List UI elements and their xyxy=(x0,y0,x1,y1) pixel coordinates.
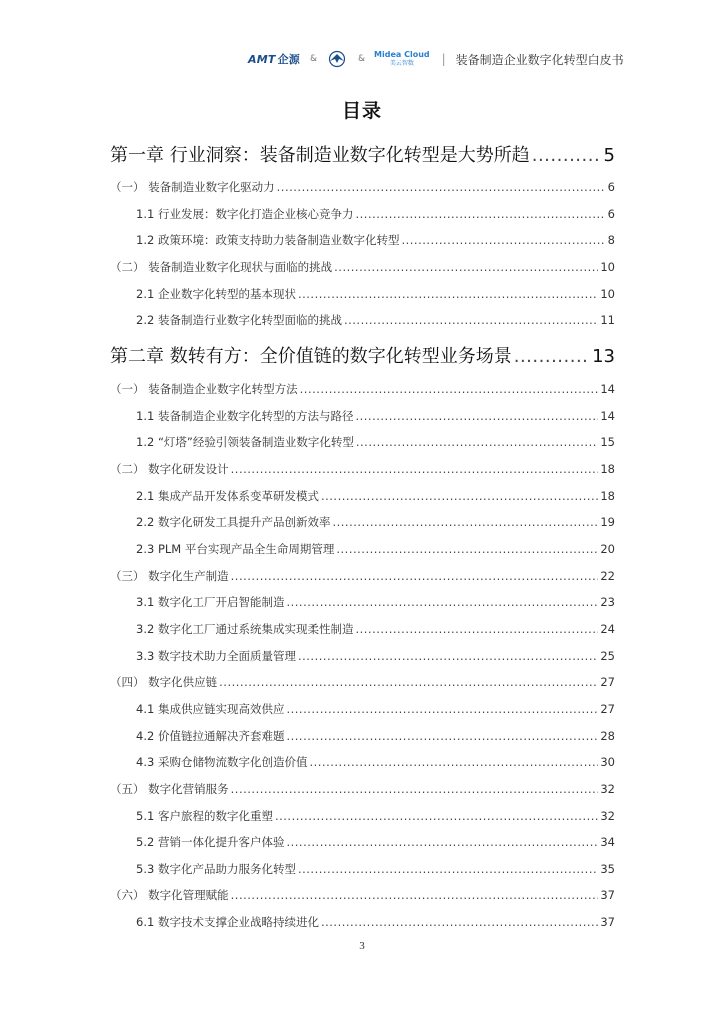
toc-entry-page: 20 xyxy=(600,542,615,556)
toc-entry-sub[interactable] xyxy=(110,434,615,450)
toc-entry-label: 第二章 数转有方：全价值链的数字化转型业务场景 xyxy=(110,346,512,367)
toc-leader-dots xyxy=(344,313,598,327)
toc-entry-sub[interactable] xyxy=(110,232,615,248)
toc-leader-dots xyxy=(355,409,598,423)
toc-entry-sect[interactable] xyxy=(110,461,615,477)
toc-leader-dots xyxy=(300,382,599,396)
toc-entry-label: （二） 装备制造业数字化现状与面临的挑战 xyxy=(110,260,333,274)
toc-entry-label: 2.2 装备制造行业数字化转型面临的挑战 xyxy=(136,313,342,327)
toc-entry-page: 27 xyxy=(600,702,615,716)
toc-leader-dots xyxy=(231,569,599,583)
toc-entry-sub[interactable] xyxy=(110,648,615,664)
toc-entry-sub[interactable] xyxy=(110,861,615,877)
toc-entry-label: （六） 数字化管理赋能 xyxy=(110,888,229,902)
toc-leader-dots xyxy=(286,729,598,743)
toc-entry-label: （一） 装备制造业数字化驱动力 xyxy=(110,180,275,194)
document-title: 装备制造企业数字化转型白皮书 xyxy=(455,52,624,67)
toc-entry-page: 8 xyxy=(607,233,615,247)
toc-leader-dots xyxy=(321,489,598,503)
toc-entry-sect[interactable] xyxy=(110,568,615,584)
toc-entry-sub[interactable] xyxy=(110,621,615,637)
toc-leader-dots xyxy=(309,755,598,769)
amt-logo xyxy=(248,51,300,67)
toc-entry-page: 23 xyxy=(600,595,615,609)
toc-entry-label: 4.1 集成供应链实现高效供应 xyxy=(136,702,285,716)
toc-entry-page: 25 xyxy=(600,649,615,663)
toc-entry-sect[interactable] xyxy=(110,179,615,195)
ampersand-1: & xyxy=(309,54,318,64)
toc-entry-label: 3.2 数字化工厂通过系统集成实现柔性制造 xyxy=(136,622,354,636)
toc-entry-chapter[interactable] xyxy=(110,141,615,167)
toc-leader-dots xyxy=(286,595,598,609)
toc-entry-page: 6 xyxy=(607,207,615,221)
toc-entry-page: 11 xyxy=(600,313,615,327)
toc-leader-dots xyxy=(355,622,598,636)
toc-entry-label: 1.1 装备制造企业数字化转型的方法与路径 xyxy=(136,409,354,423)
toc-leader-dots xyxy=(219,675,598,689)
toc-entry-sub[interactable] xyxy=(110,594,615,610)
toc-entry-page: 34 xyxy=(600,835,615,849)
toc-entry-label: 4.3 采购仓储物流数字化创造价值 xyxy=(136,755,308,769)
toc-leader-dots xyxy=(275,809,598,823)
toc-entry-label: 5.2 营销一体化提升客户体验 xyxy=(136,835,285,849)
toc-entry-label: 4.2 价值链拉通解决齐套难题 xyxy=(136,729,285,743)
toc-leader-dots xyxy=(298,862,598,876)
amt-logo-cn: 企源 xyxy=(277,53,300,66)
toc-entry-page: 22 xyxy=(600,569,615,583)
toc-leader-dots xyxy=(231,888,599,902)
toc-entry-label: 2.1 集成产品开发体系变革研发模式 xyxy=(136,489,319,503)
toc-entry-sub[interactable] xyxy=(110,914,615,930)
toc-entry-sect[interactable] xyxy=(110,674,615,690)
toc-entry-page: 37 xyxy=(600,888,615,902)
toc-entry-page: 19 xyxy=(600,515,615,529)
toc-entry-label: （四） 数字化供应链 xyxy=(110,675,218,689)
amt-logo-text: AMT xyxy=(248,52,276,66)
toc-entry-label: 1.1 行业发展：数字化打造企业核心竞争力 xyxy=(136,207,354,221)
toc-entry-sub[interactable] xyxy=(110,834,615,850)
toc-leader-dots xyxy=(336,542,598,556)
toc-entry-sub[interactable] xyxy=(110,514,615,530)
partner-emblem-icon xyxy=(326,50,348,68)
toc-entry-page: 30 xyxy=(600,755,615,769)
toc-leader-dots xyxy=(286,835,598,849)
midea-cloud-logo-cn: 美云智数 xyxy=(389,60,414,67)
toc-entry-label: 3.1 数字化工厂开启智能制造 xyxy=(136,595,285,609)
toc-entry-label: （二） 数字化研发设计 xyxy=(110,462,229,476)
ampersand-2: & xyxy=(358,54,366,64)
toc-entry-sub[interactable] xyxy=(110,488,615,504)
toc-entry-page: 15 xyxy=(600,435,615,449)
toc-entry-page: 32 xyxy=(600,809,615,823)
page-number: 3 xyxy=(359,940,365,952)
toc-entry-page: 10 xyxy=(600,260,615,274)
toc-leader-dots xyxy=(334,260,598,274)
toc-entry-page: 6 xyxy=(607,180,615,194)
toc-leader-dots xyxy=(355,207,605,221)
toc-entry-label: 1.2 “灯塔”经验引领装备制造业数字化转型 xyxy=(136,435,354,449)
toc-entry-label: 2.1 企业数字化转型的基本现状 xyxy=(136,287,296,301)
toc-entry-page: 27 xyxy=(600,675,615,689)
toc-leader-dots xyxy=(356,435,599,449)
toc-leader-dots xyxy=(401,233,605,247)
toc-leader-dots xyxy=(277,180,606,194)
toc-entry-page: 13 xyxy=(592,346,615,367)
toc-entry-sect[interactable] xyxy=(110,887,615,903)
toc-entry-sub[interactable] xyxy=(110,701,615,717)
toc-entry-page: 14 xyxy=(600,409,615,423)
toc-entry-page: 28 xyxy=(600,729,615,743)
toc-entry-page: 32 xyxy=(600,782,615,796)
toc-entry-page: 14 xyxy=(600,382,615,396)
toc-entry-sub[interactable] xyxy=(110,808,615,824)
toc-entry-sect[interactable] xyxy=(110,259,615,275)
toc-entry-sub[interactable] xyxy=(110,408,615,424)
page-header xyxy=(248,48,624,70)
toc-entry-sect[interactable] xyxy=(110,781,615,797)
toc-entry-label: 5.3 数字化产品助力服务化转型 xyxy=(136,862,296,876)
toc-entry-page: 18 xyxy=(600,489,615,503)
toc-entry-sect[interactable] xyxy=(110,381,615,397)
toc-entry-page: 5 xyxy=(603,145,615,166)
toc-leader-dots xyxy=(286,702,598,716)
toc-entry-sub[interactable] xyxy=(110,754,615,770)
toc-entry-label: 5.1 客户旅程的数字化重塑 xyxy=(136,809,273,823)
toc-entry-page: 24 xyxy=(600,622,615,636)
toc-entry-label: 3.3 数字技术助力全面质量管理 xyxy=(136,649,296,663)
toc-entry-sub[interactable] xyxy=(110,541,615,557)
toc-entry-label: 2.3 PLM 平台实现产品全生命周期管理 xyxy=(136,542,335,556)
toc-leader-dots xyxy=(298,649,598,663)
toc-leader-dots xyxy=(332,515,598,529)
toc-entry-sub[interactable] xyxy=(110,286,615,302)
toc-leader-dots xyxy=(231,462,599,476)
toc-heading: 目录 xyxy=(341,100,382,122)
toc-entry-label: （一） 装备制造企业数字化转型方法 xyxy=(110,382,298,396)
toc-entry-label: （五） 数字化营销服务 xyxy=(110,782,229,796)
toc-entry-sub[interactable] xyxy=(110,206,615,222)
midea-cloud-logo xyxy=(374,51,430,67)
toc-leader-dots xyxy=(321,915,598,929)
toc-leader-dots xyxy=(298,287,598,301)
toc-entry-label: 2.2 数字化研发工具提升产品创新效率 xyxy=(136,515,331,529)
toc-leader-dots xyxy=(514,346,590,367)
toc-entry-page: 35 xyxy=(600,862,615,876)
toc-entry-label: 6.1 数字技术支撑企业战略持续进化 xyxy=(136,915,319,929)
toc-entry-label: 第一章 行业洞察：装备制造业数字化转型是大势所趋 xyxy=(110,145,530,166)
toc-entry-sub[interactable] xyxy=(110,728,615,744)
toc-entry-page: 37 xyxy=(600,915,615,929)
toc-entry-sub[interactable] xyxy=(110,312,615,328)
midea-cloud-logo-en: Midea Cloud xyxy=(374,50,430,59)
toc-entry-page: 18 xyxy=(600,462,615,476)
toc-leader-dots xyxy=(532,145,602,166)
toc-entry-chapter[interactable] xyxy=(110,342,615,368)
header-divider: | xyxy=(441,52,446,66)
toc-entry-label: （三） 数字化生产制造 xyxy=(110,569,229,583)
toc-entry-label: 1.2 政策环境：政策支持助力装备制造业数字化转型 xyxy=(136,233,400,247)
toc-leader-dots xyxy=(231,782,599,796)
toc-entry-page: 10 xyxy=(600,287,615,301)
